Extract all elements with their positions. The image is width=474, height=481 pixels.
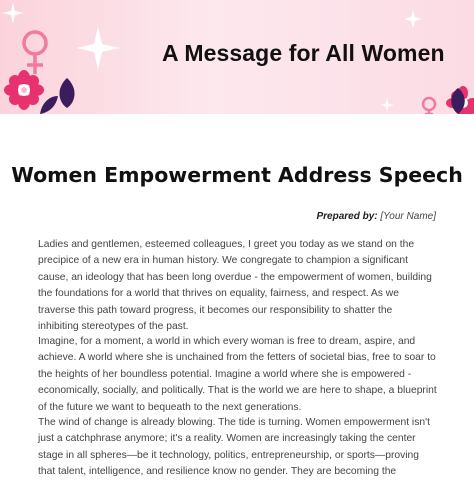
paragraph-line: the foundations for a world that thrives on equality, fairness, and respect. As we (38, 288, 399, 300)
prepared-by-value: [Your Name] (380, 211, 436, 222)
paragraph-line: traverse this path toward progress, it becomes our responsibility to shatter the (38, 304, 393, 316)
sparkle-star-icon (380, 98, 394, 112)
prepared-by-label: Prepared by: (316, 211, 378, 222)
paragraph-3 (38, 415, 438, 481)
paragraph-line: cause, an ideology that has been long overdue - the empowerment of women, building (38, 271, 432, 283)
flower-icon (4, 70, 44, 110)
paragraph-line: of the future we want to bequeath to the next generations. (38, 401, 302, 413)
prepared-by (316, 211, 436, 222)
sparkle-star-icon (2, 2, 24, 24)
paragraph-line: precipice of a new era in human history. We congregate to champion a significant (38, 255, 408, 267)
paragraph-line: the heights of her boundless potential. Imagine a world where she is empowered - (38, 368, 412, 380)
header-banner (0, 0, 474, 114)
leaf-icon (448, 88, 468, 114)
paragraph-line: achieve. A world where she is unchained from the fetters of societal bias, free to soar to (38, 352, 436, 364)
venus-symbol-icon (418, 96, 440, 114)
paragraph-line: inhibiting stereotypes of the past. (38, 321, 189, 333)
banner-title: A Message for All Women (162, 40, 445, 66)
paragraph-line: just a catchphrase anymore; it's a reality. Women are increasingly taking the center (38, 433, 416, 445)
paragraph-1 (38, 237, 438, 335)
paragraph-line: stage in all spheres—be it technology, politics, entrepreneurship, or sports—proving (38, 449, 419, 461)
leaf-icon (40, 96, 58, 114)
paragraph-line: Ladies and gentlemen, esteemed colleagues, I greet you today as we stand on the (38, 239, 415, 250)
document-title: Women Empowerment Address Speech (11, 163, 463, 187)
sparkle-star-icon (404, 10, 422, 28)
paragraph-2 (38, 334, 438, 416)
paragraph-line: Imagine, for a moment, a world in which every woman is free to dream, aspire, and (38, 336, 416, 347)
paragraph-line: economically, socially, and politically. That is the world we are here to shape, a blueprint (38, 385, 437, 397)
leaf-icon (56, 78, 78, 108)
sparkle-star-icon (76, 26, 120, 70)
paragraph-line: that talent, intelligence, and resilience know no gender. They are becoming the (38, 466, 397, 478)
paragraph-line: The wind of change is already blowing. The tide is turning. Women empowerment isn't (38, 417, 430, 428)
